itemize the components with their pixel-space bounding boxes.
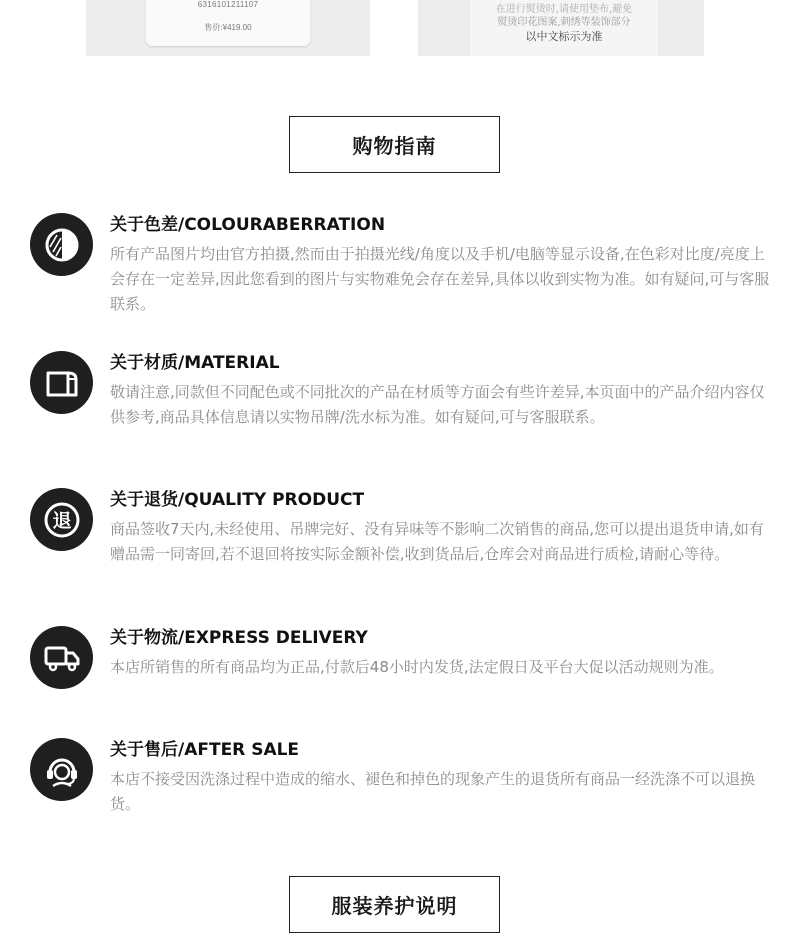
shopping-guide-title-text: 购物指南 xyxy=(352,134,437,158)
guide-item-heading: 关于物流/EXPRESS DELIVERY xyxy=(110,628,368,648)
care-label-line: 熨烫印花图案,刺绣等装饰部分 xyxy=(497,17,631,28)
hang-tag-photo xyxy=(86,0,370,56)
product-photo-strip xyxy=(0,0,790,56)
tag-code: 6316101211107 xyxy=(197,0,259,9)
return-icon xyxy=(30,488,93,551)
return-icon-glyph: 退 xyxy=(51,509,72,532)
guide-item-heading: 关于色差/COLOURABERRATION xyxy=(110,215,386,235)
guide-item-heading: 关于售后/AFTER SALE xyxy=(110,740,300,760)
delivery-truck-icon xyxy=(30,626,93,689)
guide-item-text: 本店不接受因洗涤过程中造成的缩水、褪色和掉色的现象产生的退货所有商品一经洗涤不可以退换货。 xyxy=(110,770,756,813)
garment-care-title xyxy=(289,876,500,933)
hang-tag xyxy=(146,0,310,46)
care-label-line: 以中文标示为准 xyxy=(525,30,603,43)
customer-service-icon xyxy=(30,738,93,801)
care-label-photo xyxy=(418,0,704,56)
guide-item-text: 本店所销售的所有商品均为正品,付款后48小时内发货,法定假日及平台大促以活动规则为准。 xyxy=(110,658,724,676)
shopping-guide-title xyxy=(289,116,500,173)
guide-item-text: 敬请注意,同款但不同配色或不同批次的产品在材质等方面会有些许差异,本页面中的产品介绍内容仅供参考,商品具体信息请以实物吊牌/洗水标为准。如有疑问,可与客服联系。 xyxy=(110,383,765,426)
care-label xyxy=(470,0,658,56)
guide-item-heading: 关于退货/QUALITY PRODUCT xyxy=(110,490,365,510)
color-difference-icon xyxy=(30,213,93,276)
guide-item-text: 商品签收7天内,未经使用、吊牌完好、没有异味等不影响二次销售的商品,您可以提出退货申请,如有赠品需一同寄回,若不退回将按实际金额补偿,收到货品后,仓库会对商品进行质检,请耐心等待。 xyxy=(110,520,764,563)
tag-price: 售价:¥419.00 xyxy=(204,23,252,32)
garment-care-title-text: 服装养护说明 xyxy=(331,894,458,918)
care-label-line: 在进行熨烫时,请使用垫布,避免 xyxy=(495,4,633,15)
material-book-icon xyxy=(30,351,93,414)
guide-item-text: 所有产品图片均由官方拍摄,然而由于拍摄光线/角度以及手机/电脑等显示设备,在色彩对比度/亮度上会存在一定差异,因此您看到的图片与实物难免会存在差异,具体以收到实物为准。如有疑问,可与客服联系。 xyxy=(110,245,770,313)
guide-item-heading: 关于材质/MATERIAL xyxy=(110,353,280,373)
